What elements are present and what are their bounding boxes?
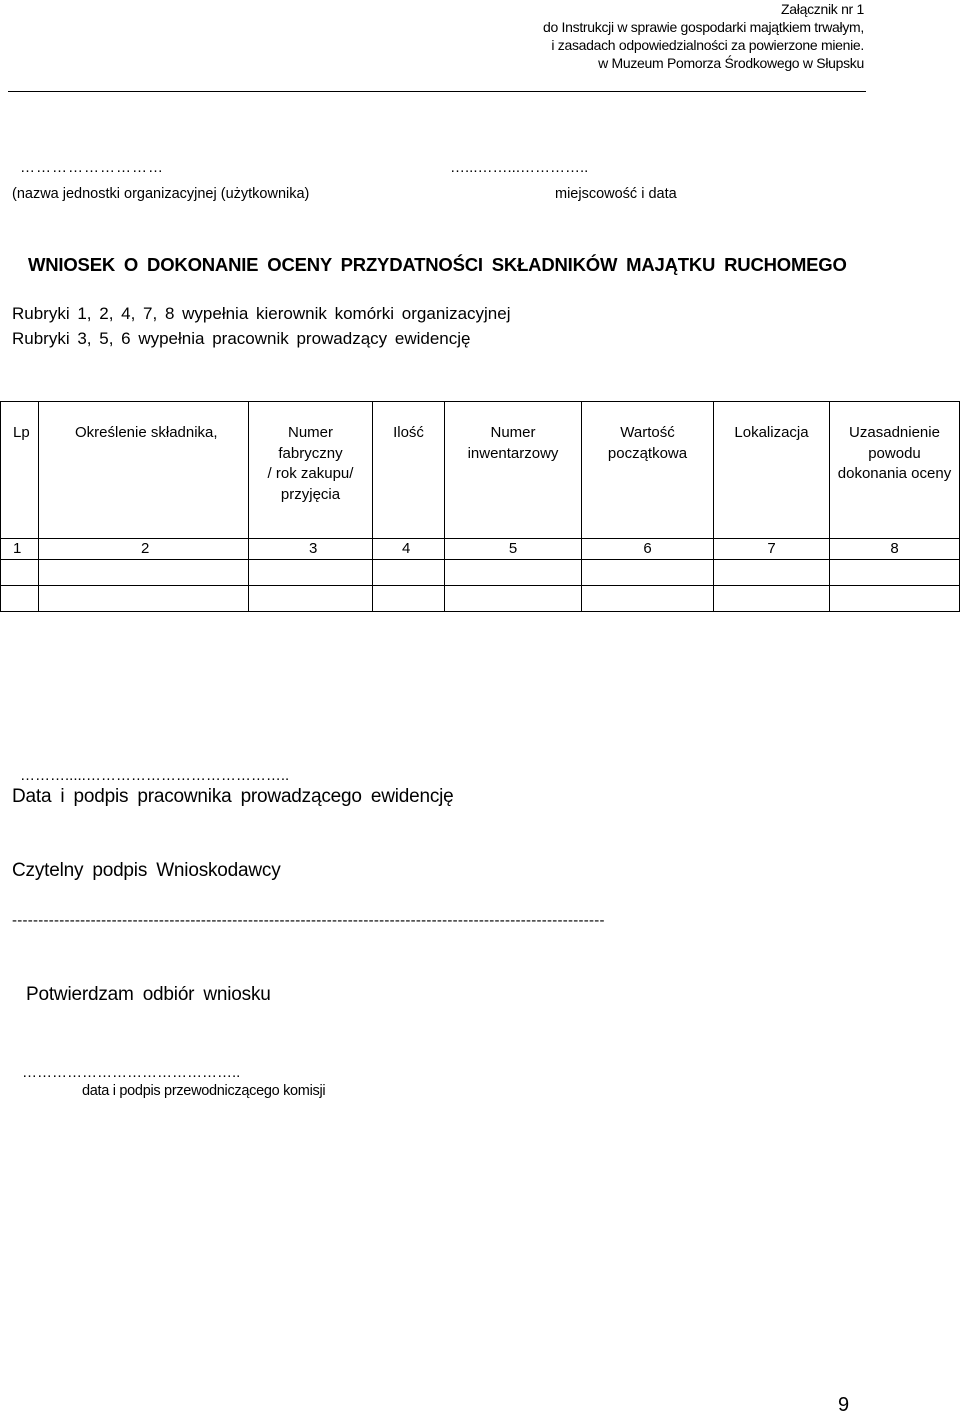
column-header-inventory-number: Numer inwentarzowy: [445, 402, 582, 539]
table-cell[interactable]: [582, 586, 714, 612]
column-header-item-name: Określenie składnika,: [39, 402, 249, 539]
column-header-initial-value: Wartość początkowa: [582, 402, 714, 539]
column-number-row: [1, 539, 960, 560]
document-title: WNIOSEK O DOKONANIE OCENY PRZYDATNOŚCI SKŁADNIKÓW MAJĄTKU RUCHOMEGO: [28, 254, 847, 275]
applicant-signature-label: Czytelny podpis Wnioskodawcy: [12, 860, 281, 881]
attachment-number: Załącznik nr 1: [781, 1, 864, 17]
column-header-lp: Lp: [1, 402, 39, 539]
table-cell[interactable]: [373, 586, 445, 612]
attachment-museum-line: w Muzeum Pomorza Środkowego w Słupsku: [598, 55, 864, 71]
receipt-confirmation-label: Potwierdzam odbiór wniosku: [26, 984, 271, 1005]
employee-signature-dotted-line: ……….....…………………………………..: [20, 767, 290, 784]
chair-signature-label: data i podpis przewodniczącego komisji: [82, 1083, 326, 1099]
table-cell[interactable]: [39, 586, 249, 612]
table-cell[interactable]: [249, 586, 373, 612]
table-cell[interactable]: [830, 586, 960, 612]
place-date-label: miejscowość i data: [555, 186, 677, 202]
table-row: [1, 560, 960, 586]
attachment-instruction-line: i zasadach odpowiedzialności za powierzone mienie.: [551, 37, 864, 53]
column-number: 2: [39, 539, 249, 560]
assets-table: [0, 401, 960, 612]
unit-dotted-line: ………………………: [20, 159, 164, 176]
table-cell[interactable]: [249, 560, 373, 586]
column-header-quantity: Ilość: [373, 402, 445, 539]
table-cell[interactable]: [1, 560, 39, 586]
table-header-row: [1, 402, 960, 539]
page-number: 9: [838, 1394, 850, 1416]
cut-separator-line: -----------------------------------------------------------------------------------------------------------------: [12, 912, 605, 929]
table-row: [1, 586, 960, 612]
table-cell[interactable]: [445, 560, 582, 586]
table-cell[interactable]: [582, 560, 714, 586]
column-header-serial-number: Numer fabryczny / rok zakupu/ przyjęcia: [249, 402, 373, 539]
instruction-line-employee: Rubryki 3, 5, 6 wypełnia pracownik prowadzący ewidencję: [12, 329, 471, 348]
column-number: 5: [445, 539, 582, 560]
instruction-line-manager: Rubryki 1, 2, 4, 7, 8 wypełnia kierownik komórki organizacyjnej: [12, 304, 511, 323]
table-cell[interactable]: [1, 586, 39, 612]
chair-signature-dotted-line: ……………………………………..: [22, 1064, 241, 1081]
column-number: 7: [714, 539, 830, 560]
column-number: 6: [582, 539, 714, 560]
column-header-location: Lokalizacja: [714, 402, 830, 539]
header-divider: [8, 91, 866, 92]
attachment-header: [543, 0, 864, 72]
table-cell[interactable]: [830, 560, 960, 586]
table-cell[interactable]: [714, 586, 830, 612]
employee-signature-label: Data i podpis pracownika prowadzącego ewidencję: [12, 786, 454, 807]
place-date-dotted-line: …...……...…………..: [450, 159, 589, 176]
table-cell[interactable]: [445, 586, 582, 612]
column-number: 4: [373, 539, 445, 560]
column-number: 1: [1, 539, 39, 560]
attachment-instruction-line: do Instrukcji w sprawie gospodarki majątkiem trwałym,: [543, 19, 864, 35]
column-number: 3: [249, 539, 373, 560]
unit-name-label: (nazwa jednostki organizacyjnej (użytkownika): [12, 186, 310, 202]
column-header-justification: Uzasadnienie powodu dokonania oceny: [830, 402, 960, 539]
column-number: 8: [830, 539, 960, 560]
table-cell[interactable]: [373, 560, 445, 586]
table-cell[interactable]: [39, 560, 249, 586]
table-cell[interactable]: [714, 560, 830, 586]
